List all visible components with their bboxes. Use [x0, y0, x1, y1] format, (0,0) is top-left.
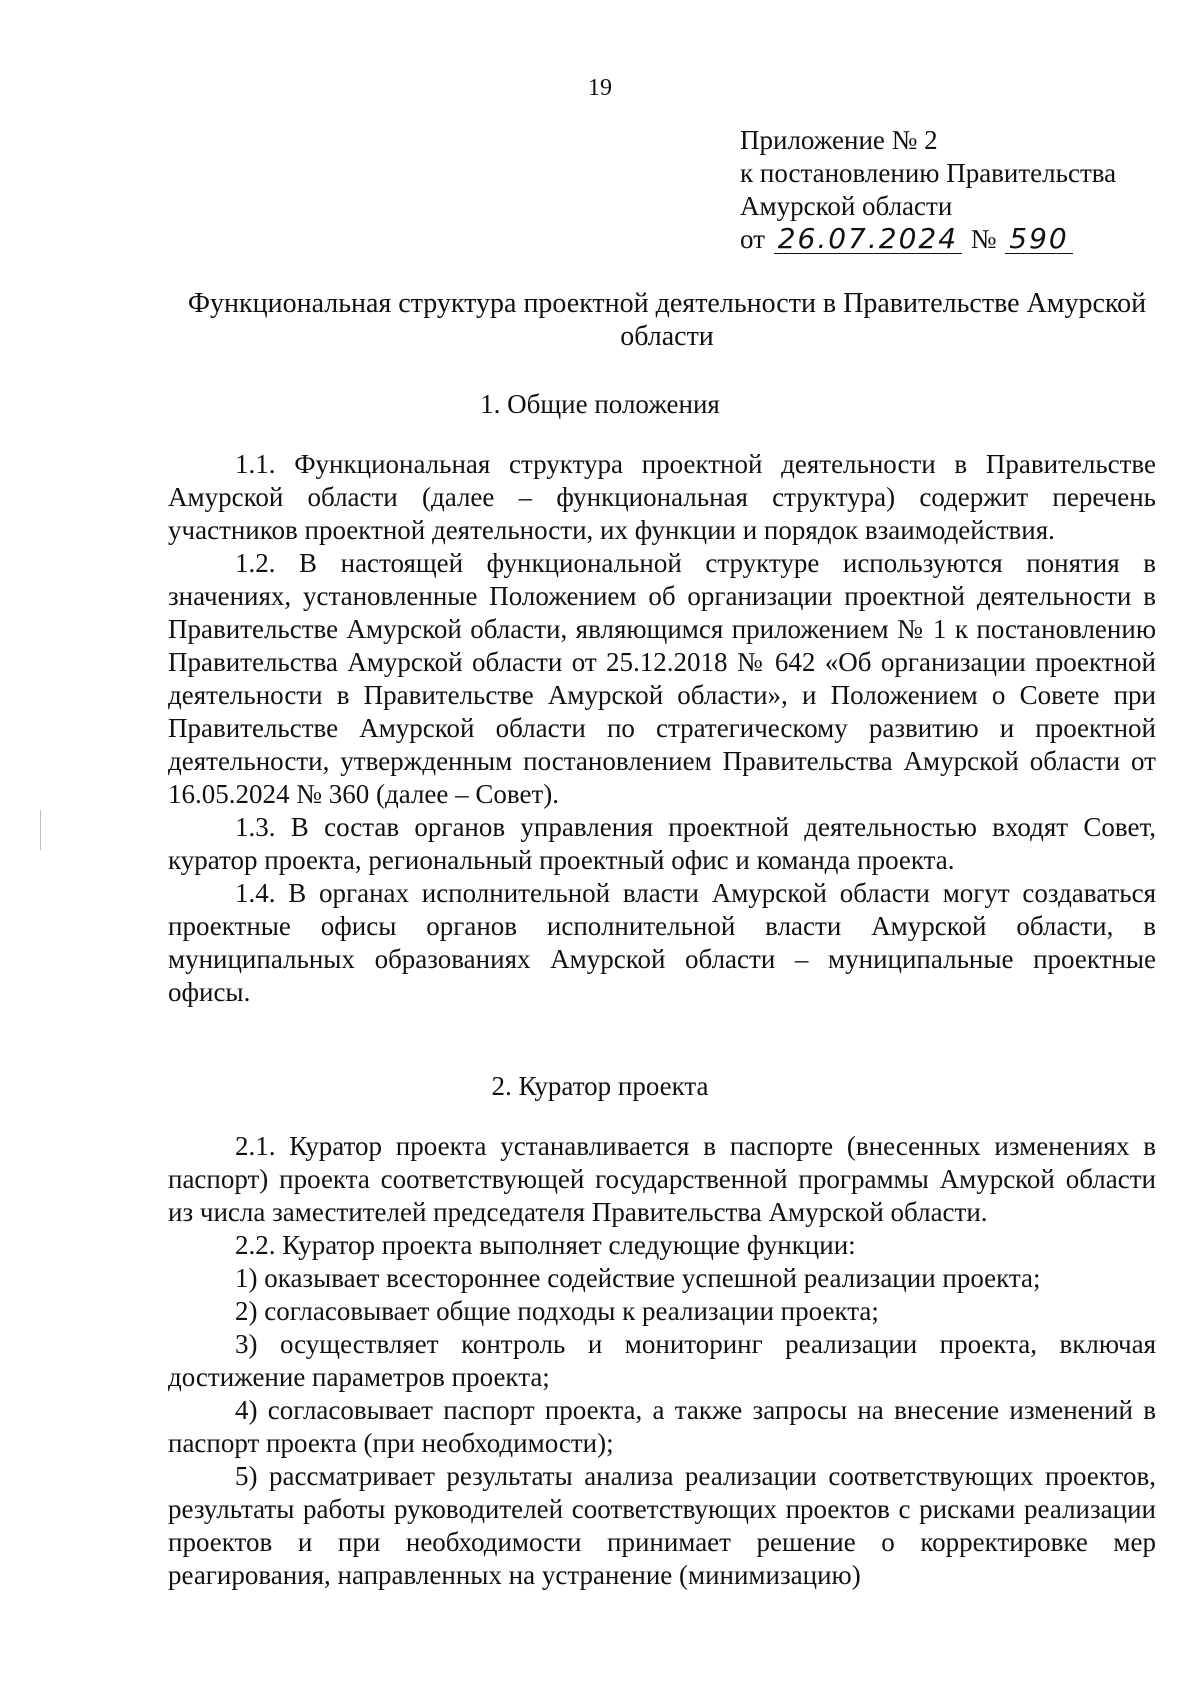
scan-margin-mark — [40, 810, 41, 850]
number-sign: № — [970, 224, 997, 254]
list-item-5: 5) рассматривает результаты анализа реализации соответствующих проектов, результаты работы руководителей соответствующих проектов с рисками реализации проектов и при необходимости принимает решение о корректировке мер реагирования, направленных на устранение (минимизацию) — [168, 1461, 1156, 1590]
section-1-body — [168, 448, 1156, 1009]
list-item-1: 1) оказывает всестороннее содействие успешной реализации проекта; — [235, 1263, 1041, 1293]
paragraph-1-2: 1.2. В настоящей функциональной структуре используются понятия в значениях, установленные Положением об организации проектной деятельности в Правительстве Амурской области, являющимся приложением № 1 к постановлению Правительства Амурской области от 25.12.2018 № 642 «Об организации проектной деятельности в Правительстве Амурской области», и Положением о Совете при Правительстве Амурской области по стратегическому развитию и проектной деятельности, утвержденным постановлением Правительства Амурской области от 16.05.2024 № 360 (далее – Совет). — [168, 548, 1156, 809]
list-item-2: 2) согласовывает общие подходы к реализации проекта; — [235, 1296, 879, 1326]
appendix-region-line: Амурской области — [740, 191, 953, 221]
section-2-body — [168, 1130, 1156, 1592]
paragraph-2-2: 2.2. Куратор проекта выполняет следующие функции: — [235, 1230, 856, 1260]
document-title: Функциональная структура проектной деятельности в Правительстве Амурской области — [187, 288, 1147, 352]
paragraph-1-1: 1.1. Функциональная структура проектной деятельности в Правительстве Амурской области (далее – функциональная структура) содержит перечень участников проектной деятельности, их функции и порядок взаимодействия. — [168, 449, 1156, 545]
handwritten-number: 590 — [1005, 225, 1072, 254]
appendix-date-line — [740, 223, 1160, 256]
date-prefix: от — [740, 224, 765, 254]
section-1-heading: 1. Общие положения — [480, 389, 720, 419]
list-item-4: 4) согласовывает паспорт проекта, а также запросы на внесение изменений в паспорт проекта (при необходимости); — [168, 1395, 1156, 1458]
section-2-heading: 2. Куратор проекта — [491, 1071, 709, 1101]
appendix-decree-line: к постановлению Правительства — [740, 158, 1117, 188]
appendix-block — [740, 124, 1160, 256]
paragraph-1-4: 1.4. В органах исполнительной власти Амурской области могут создаваться проектные офисы органов исполнительной власти Амурской области, в муниципальных образованиях Амурской области – муниципальные проектные офисы. — [168, 878, 1156, 1007]
handwritten-date: 26.07.2024 — [774, 225, 962, 254]
list-item-3: 3) осуществляет контроль и мониторинг реализации проекта, включая достижение параметров проекта; — [168, 1329, 1156, 1392]
paragraph-1-3: 1.3. В состав органов управления проектной деятельностью входят Совет, куратор проекта, региональный проектный офис и команда проекта. — [168, 812, 1156, 875]
paragraph-2-1: 2.1. Куратор проекта устанавливается в паспорте (внесенных изменениях в паспорт) проекта соответствующей государственной программы Амурской области из числа заместителей председателя Правительства Амурской области. — [168, 1131, 1156, 1227]
page-number: 19 — [588, 75, 612, 101]
appendix-title: Приложение № 2 — [740, 125, 938, 155]
